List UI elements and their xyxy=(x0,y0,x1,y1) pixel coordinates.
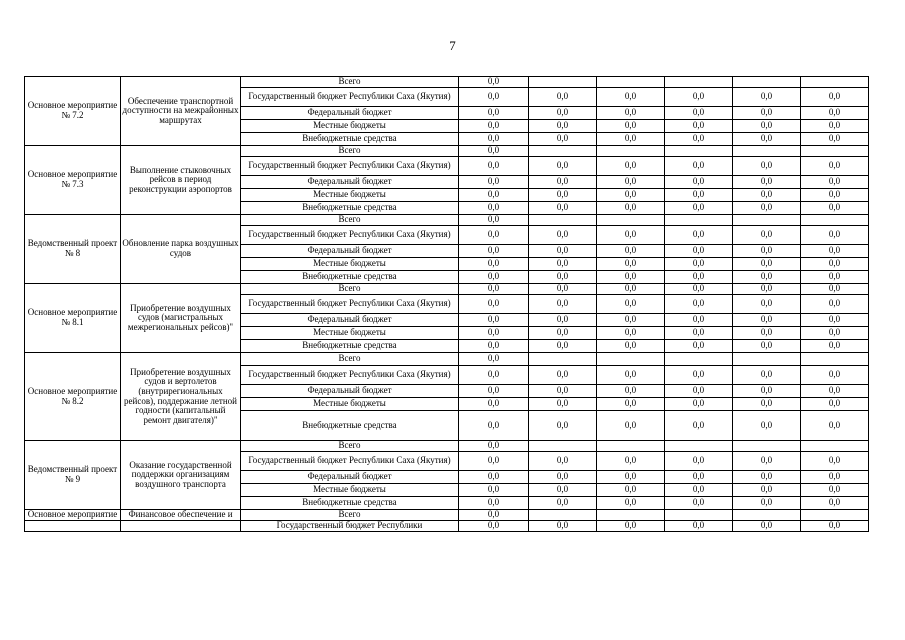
amount-cell: 0,0 xyxy=(665,497,733,510)
funding-source-cell: Местные бюджеты xyxy=(241,484,459,497)
amount-cell: 0,0 xyxy=(801,471,869,484)
funding-source-cell: Внебюджетные средства xyxy=(241,497,459,510)
amount-cell: 0,0 xyxy=(529,107,597,120)
amount-cell: 0,0 xyxy=(597,284,665,295)
funding-source-cell: Федеральный бюджет xyxy=(241,471,459,484)
activity-type-cell xyxy=(25,521,121,532)
amount-cell: 0,0 xyxy=(529,245,597,258)
amount-cell xyxy=(801,77,869,88)
amount-cell: 0,0 xyxy=(459,176,529,189)
amount-cell: 0,0 xyxy=(459,107,529,120)
amount-cell: 0,0 xyxy=(733,107,801,120)
amount-cell: 0,0 xyxy=(665,398,733,411)
funding-source-cell: Государственный бюджет Республики Саха (Якутия) xyxy=(241,366,459,385)
amount-cell xyxy=(733,77,801,88)
amount-cell: 0,0 xyxy=(597,189,665,202)
amount-cell: 0,0 xyxy=(459,340,529,353)
amount-cell: 0,0 xyxy=(529,120,597,133)
funding-source-cell: Государственный бюджет Республики xyxy=(241,521,459,532)
amount-cell: 0,0 xyxy=(665,202,733,215)
activity-name-cell: Обновление парка воздушных судов xyxy=(121,215,241,284)
funding-source-cell: Всего xyxy=(241,441,459,452)
amount-cell: 0,0 xyxy=(459,398,529,411)
amount-cell: 0,0 xyxy=(665,88,733,107)
amount-cell xyxy=(665,510,733,521)
amount-cell: 0,0 xyxy=(733,88,801,107)
table-row xyxy=(25,77,869,88)
amount-cell: 0,0 xyxy=(459,146,529,157)
amount-cell xyxy=(529,441,597,452)
amount-cell: 0,0 xyxy=(665,157,733,176)
activity-type-cell: Основное мероприятие № 8.2 xyxy=(25,353,121,441)
amount-cell: 0,0 xyxy=(733,133,801,146)
amount-cell: 0,0 xyxy=(733,471,801,484)
amount-cell: 0,0 xyxy=(597,497,665,510)
amount-cell: 0,0 xyxy=(529,497,597,510)
table-row xyxy=(25,353,869,366)
amount-cell: 0,0 xyxy=(459,202,529,215)
amount-cell: 0,0 xyxy=(529,314,597,327)
funding-source-cell: Всего xyxy=(241,77,459,88)
funding-source-cell: Федеральный бюджет xyxy=(241,314,459,327)
activity-name-cell: Оказание государственной поддержки организациям воздушного транспорта xyxy=(121,441,241,510)
amount-cell xyxy=(733,353,801,366)
funding-source-cell: Местные бюджеты xyxy=(241,258,459,271)
amount-cell: 0,0 xyxy=(597,245,665,258)
amount-cell: 0,0 xyxy=(459,353,529,366)
amount-cell: 0,0 xyxy=(529,133,597,146)
activity-name-cell: Выполнение стыковочных рейсов в период реконструкции аэропортов xyxy=(121,146,241,215)
amount-cell: 0,0 xyxy=(801,284,869,295)
amount-cell: 0,0 xyxy=(529,202,597,215)
activity-name-cell: Приобретение воздушных судов (магистральных межрегиональных рейсов)" xyxy=(121,284,241,353)
activity-type-cell: Основное мероприятие xyxy=(25,510,121,521)
amount-cell xyxy=(801,441,869,452)
amount-cell: 0,0 xyxy=(801,340,869,353)
amount-cell: 0,0 xyxy=(665,271,733,284)
amount-cell: 0,0 xyxy=(529,271,597,284)
amount-cell: 0,0 xyxy=(801,202,869,215)
funding-source-cell: Всего xyxy=(241,146,459,157)
amount-cell: 0,0 xyxy=(733,157,801,176)
amount-cell: 0,0 xyxy=(733,521,801,532)
funding-source-cell: Внебюджетные средства xyxy=(241,133,459,146)
amount-cell: 0,0 xyxy=(459,245,529,258)
amount-cell xyxy=(665,353,733,366)
amount-cell: 0,0 xyxy=(665,284,733,295)
amount-cell: 0,0 xyxy=(733,120,801,133)
amount-cell xyxy=(597,353,665,366)
funding-source-cell: Местные бюджеты xyxy=(241,120,459,133)
amount-cell: 0,0 xyxy=(529,471,597,484)
amount-cell: 0,0 xyxy=(733,202,801,215)
amount-cell: 0,0 xyxy=(733,176,801,189)
amount-cell: 0,0 xyxy=(597,258,665,271)
amount-cell: 0,0 xyxy=(665,245,733,258)
amount-cell: 0,0 xyxy=(801,88,869,107)
amount-cell: 0,0 xyxy=(597,340,665,353)
amount-cell: 0,0 xyxy=(529,176,597,189)
amount-cell xyxy=(665,215,733,226)
amount-cell xyxy=(597,215,665,226)
amount-cell xyxy=(597,77,665,88)
amount-cell: 0,0 xyxy=(801,521,869,532)
amount-cell: 0,0 xyxy=(733,452,801,471)
amount-cell: 0,0 xyxy=(665,295,733,314)
amount-cell: 0,0 xyxy=(459,77,529,88)
amount-cell: 0,0 xyxy=(597,327,665,340)
amount-cell: 0,0 xyxy=(665,314,733,327)
amount-cell: 0,0 xyxy=(529,189,597,202)
amount-cell xyxy=(801,146,869,157)
amount-cell xyxy=(733,146,801,157)
amount-cell: 0,0 xyxy=(801,366,869,385)
amount-cell: 0,0 xyxy=(665,107,733,120)
amount-cell: 0,0 xyxy=(597,314,665,327)
amount-cell: 0,0 xyxy=(801,385,869,398)
amount-cell: 0,0 xyxy=(733,340,801,353)
amount-cell: 0,0 xyxy=(459,314,529,327)
amount-cell: 0,0 xyxy=(665,226,733,245)
amount-cell: 0,0 xyxy=(459,411,529,441)
amount-cell: 0,0 xyxy=(801,107,869,120)
activity-type-cell: Основное мероприятие № 7.2 xyxy=(25,77,121,146)
amount-cell: 0,0 xyxy=(801,271,869,284)
amount-cell: 0,0 xyxy=(801,411,869,441)
amount-cell xyxy=(665,441,733,452)
amount-cell: 0,0 xyxy=(665,521,733,532)
amount-cell: 0,0 xyxy=(665,340,733,353)
amount-cell: 0,0 xyxy=(597,133,665,146)
amount-cell: 0,0 xyxy=(665,452,733,471)
amount-cell: 0,0 xyxy=(529,157,597,176)
amount-cell: 0,0 xyxy=(459,521,529,532)
activity-type-cell: Основное мероприятие № 8.1 xyxy=(25,284,121,353)
funding-source-cell: Государственный бюджет Республики Саха (Якутия) xyxy=(241,226,459,245)
amount-cell: 0,0 xyxy=(597,521,665,532)
amount-cell: 0,0 xyxy=(459,215,529,226)
activity-name-cell: Финансовое обеспечение и xyxy=(121,510,241,521)
amount-cell: 0,0 xyxy=(597,120,665,133)
funding-source-cell: Федеральный бюджет xyxy=(241,176,459,189)
activity-type-cell: Ведомственный проект № 8 xyxy=(25,215,121,284)
amount-cell: 0,0 xyxy=(665,120,733,133)
amount-cell: 0,0 xyxy=(665,471,733,484)
amount-cell: 0,0 xyxy=(459,271,529,284)
activity-type-cell: Ведомственный проект № 9 xyxy=(25,441,121,510)
amount-cell: 0,0 xyxy=(529,284,597,295)
amount-cell: 0,0 xyxy=(733,327,801,340)
amount-cell: 0,0 xyxy=(459,157,529,176)
amount-cell: 0,0 xyxy=(733,226,801,245)
amount-cell: 0,0 xyxy=(529,327,597,340)
amount-cell xyxy=(597,441,665,452)
page-number: 7 xyxy=(449,38,456,53)
amount-cell: 0,0 xyxy=(733,284,801,295)
table-row xyxy=(25,521,869,532)
amount-cell: 0,0 xyxy=(529,340,597,353)
amount-cell: 0,0 xyxy=(801,120,869,133)
funding-source-cell: Федеральный бюджет xyxy=(241,385,459,398)
amount-cell: 0,0 xyxy=(801,176,869,189)
amount-cell: 0,0 xyxy=(597,271,665,284)
amount-cell: 0,0 xyxy=(665,385,733,398)
amount-cell: 0,0 xyxy=(597,295,665,314)
amount-cell: 0,0 xyxy=(801,226,869,245)
amount-cell: 0,0 xyxy=(529,88,597,107)
amount-cell: 0,0 xyxy=(801,258,869,271)
table-row xyxy=(25,146,869,157)
amount-cell: 0,0 xyxy=(801,497,869,510)
amount-cell: 0,0 xyxy=(801,245,869,258)
funding-source-cell: Всего xyxy=(241,510,459,521)
amount-cell: 0,0 xyxy=(665,366,733,385)
amount-cell: 0,0 xyxy=(801,398,869,411)
amount-cell: 0,0 xyxy=(597,157,665,176)
amount-cell xyxy=(801,510,869,521)
funding-source-cell: Всего xyxy=(241,353,459,366)
amount-cell: 0,0 xyxy=(733,385,801,398)
amount-cell: 0,0 xyxy=(459,385,529,398)
amount-cell: 0,0 xyxy=(459,133,529,146)
amount-cell: 0,0 xyxy=(459,120,529,133)
amount-cell: 0,0 xyxy=(597,226,665,245)
amount-cell: 0,0 xyxy=(459,441,529,452)
amount-cell: 0,0 xyxy=(665,133,733,146)
amount-cell: 0,0 xyxy=(529,385,597,398)
funding-source-cell: Местные бюджеты xyxy=(241,398,459,411)
amount-cell: 0,0 xyxy=(459,327,529,340)
amount-cell: 0,0 xyxy=(801,327,869,340)
amount-cell: 0,0 xyxy=(597,471,665,484)
amount-cell: 0,0 xyxy=(665,484,733,497)
funding-source-cell: Местные бюджеты xyxy=(241,327,459,340)
amount-cell: 0,0 xyxy=(733,245,801,258)
amount-cell xyxy=(733,510,801,521)
table-row xyxy=(25,284,869,295)
amount-cell: 0,0 xyxy=(597,202,665,215)
amount-cell: 0,0 xyxy=(459,510,529,521)
amount-cell: 0,0 xyxy=(529,398,597,411)
funding-source-cell: Государственный бюджет Республики Саха (Якутия) xyxy=(241,295,459,314)
amount-cell: 0,0 xyxy=(801,314,869,327)
table-row xyxy=(25,215,869,226)
amount-cell: 0,0 xyxy=(459,366,529,385)
amount-cell: 0,0 xyxy=(529,484,597,497)
amount-cell xyxy=(665,146,733,157)
amount-cell: 0,0 xyxy=(529,258,597,271)
amount-cell: 0,0 xyxy=(459,284,529,295)
amount-cell: 0,0 xyxy=(529,411,597,441)
amount-cell: 0,0 xyxy=(733,411,801,441)
funding-source-cell: Федеральный бюджет xyxy=(241,107,459,120)
amount-cell: 0,0 xyxy=(733,314,801,327)
amount-cell: 0,0 xyxy=(733,497,801,510)
amount-cell: 0,0 xyxy=(597,484,665,497)
amount-cell: 0,0 xyxy=(665,176,733,189)
amount-cell: 0,0 xyxy=(597,398,665,411)
amount-cell: 0,0 xyxy=(597,88,665,107)
activity-name-cell: Приобретение воздушных судов и вертолетов (внутрирегиональных рейсов), поддержание летной годности (капитальный ремонт двигателя)" xyxy=(121,353,241,441)
amount-cell: 0,0 xyxy=(665,258,733,271)
amount-cell: 0,0 xyxy=(733,271,801,284)
amount-cell: 0,0 xyxy=(529,226,597,245)
amount-cell xyxy=(801,215,869,226)
amount-cell: 0,0 xyxy=(459,452,529,471)
amount-cell: 0,0 xyxy=(801,295,869,314)
table-row xyxy=(25,510,869,521)
amount-cell: 0,0 xyxy=(459,88,529,107)
amount-cell: 0,0 xyxy=(733,295,801,314)
amount-cell: 0,0 xyxy=(801,157,869,176)
amount-cell xyxy=(529,146,597,157)
funding-source-cell: Внебюджетные средства xyxy=(241,271,459,284)
amount-cell: 0,0 xyxy=(459,295,529,314)
amount-cell: 0,0 xyxy=(529,366,597,385)
amount-cell: 0,0 xyxy=(459,258,529,271)
amount-cell: 0,0 xyxy=(529,452,597,471)
amount-cell: 0,0 xyxy=(665,327,733,340)
amount-cell xyxy=(801,353,869,366)
funding-source-cell: Всего xyxy=(241,215,459,226)
funding-source-cell: Государственный бюджет Республики Саха (Якутия) xyxy=(241,88,459,107)
amount-cell: 0,0 xyxy=(733,398,801,411)
amount-cell: 0,0 xyxy=(597,366,665,385)
funding-source-cell: Государственный бюджет Республики Саха (Якутия) xyxy=(241,452,459,471)
activity-type-cell: Основное мероприятие № 7.3 xyxy=(25,146,121,215)
funding-source-cell: Государственный бюджет Республики Саха (Якутия) xyxy=(241,157,459,176)
amount-cell: 0,0 xyxy=(459,471,529,484)
amount-cell xyxy=(529,510,597,521)
amount-cell: 0,0 xyxy=(529,295,597,314)
table-row xyxy=(25,441,869,452)
amount-cell xyxy=(733,441,801,452)
amount-cell xyxy=(597,510,665,521)
amount-cell: 0,0 xyxy=(733,189,801,202)
amount-cell: 0,0 xyxy=(459,226,529,245)
amount-cell: 0,0 xyxy=(733,258,801,271)
amount-cell: 0,0 xyxy=(801,484,869,497)
funding-source-cell: Местные бюджеты xyxy=(241,189,459,202)
amount-cell: 0,0 xyxy=(459,189,529,202)
funding-source-cell: Внебюджетные средства xyxy=(241,202,459,215)
amount-cell: 0,0 xyxy=(801,189,869,202)
amount-cell: 0,0 xyxy=(801,133,869,146)
amount-cell xyxy=(665,77,733,88)
amount-cell xyxy=(529,77,597,88)
funding-source-cell: Внебюджетные средства xyxy=(241,340,459,353)
activity-name-cell: Обеспечение транспортной доступности на межрайонных маршрутах xyxy=(121,77,241,146)
amount-cell: 0,0 xyxy=(733,484,801,497)
amount-cell: 0,0 xyxy=(459,497,529,510)
funding-source-cell: Федеральный бюджет xyxy=(241,245,459,258)
budget-table xyxy=(24,76,869,532)
amount-cell xyxy=(529,215,597,226)
amount-cell xyxy=(529,353,597,366)
amount-cell xyxy=(733,215,801,226)
amount-cell: 0,0 xyxy=(597,452,665,471)
activity-name-cell xyxy=(121,521,241,532)
funding-source-cell: Всего xyxy=(241,284,459,295)
funding-source-cell: Внебюджетные средства xyxy=(241,411,459,441)
amount-cell: 0,0 xyxy=(733,366,801,385)
amount-cell: 0,0 xyxy=(529,521,597,532)
amount-cell: 0,0 xyxy=(597,107,665,120)
amount-cell: 0,0 xyxy=(597,176,665,189)
amount-cell: 0,0 xyxy=(459,484,529,497)
amount-cell: 0,0 xyxy=(665,189,733,202)
amount-cell xyxy=(597,146,665,157)
amount-cell: 0,0 xyxy=(665,411,733,441)
amount-cell: 0,0 xyxy=(597,411,665,441)
amount-cell: 0,0 xyxy=(801,452,869,471)
amount-cell: 0,0 xyxy=(597,385,665,398)
